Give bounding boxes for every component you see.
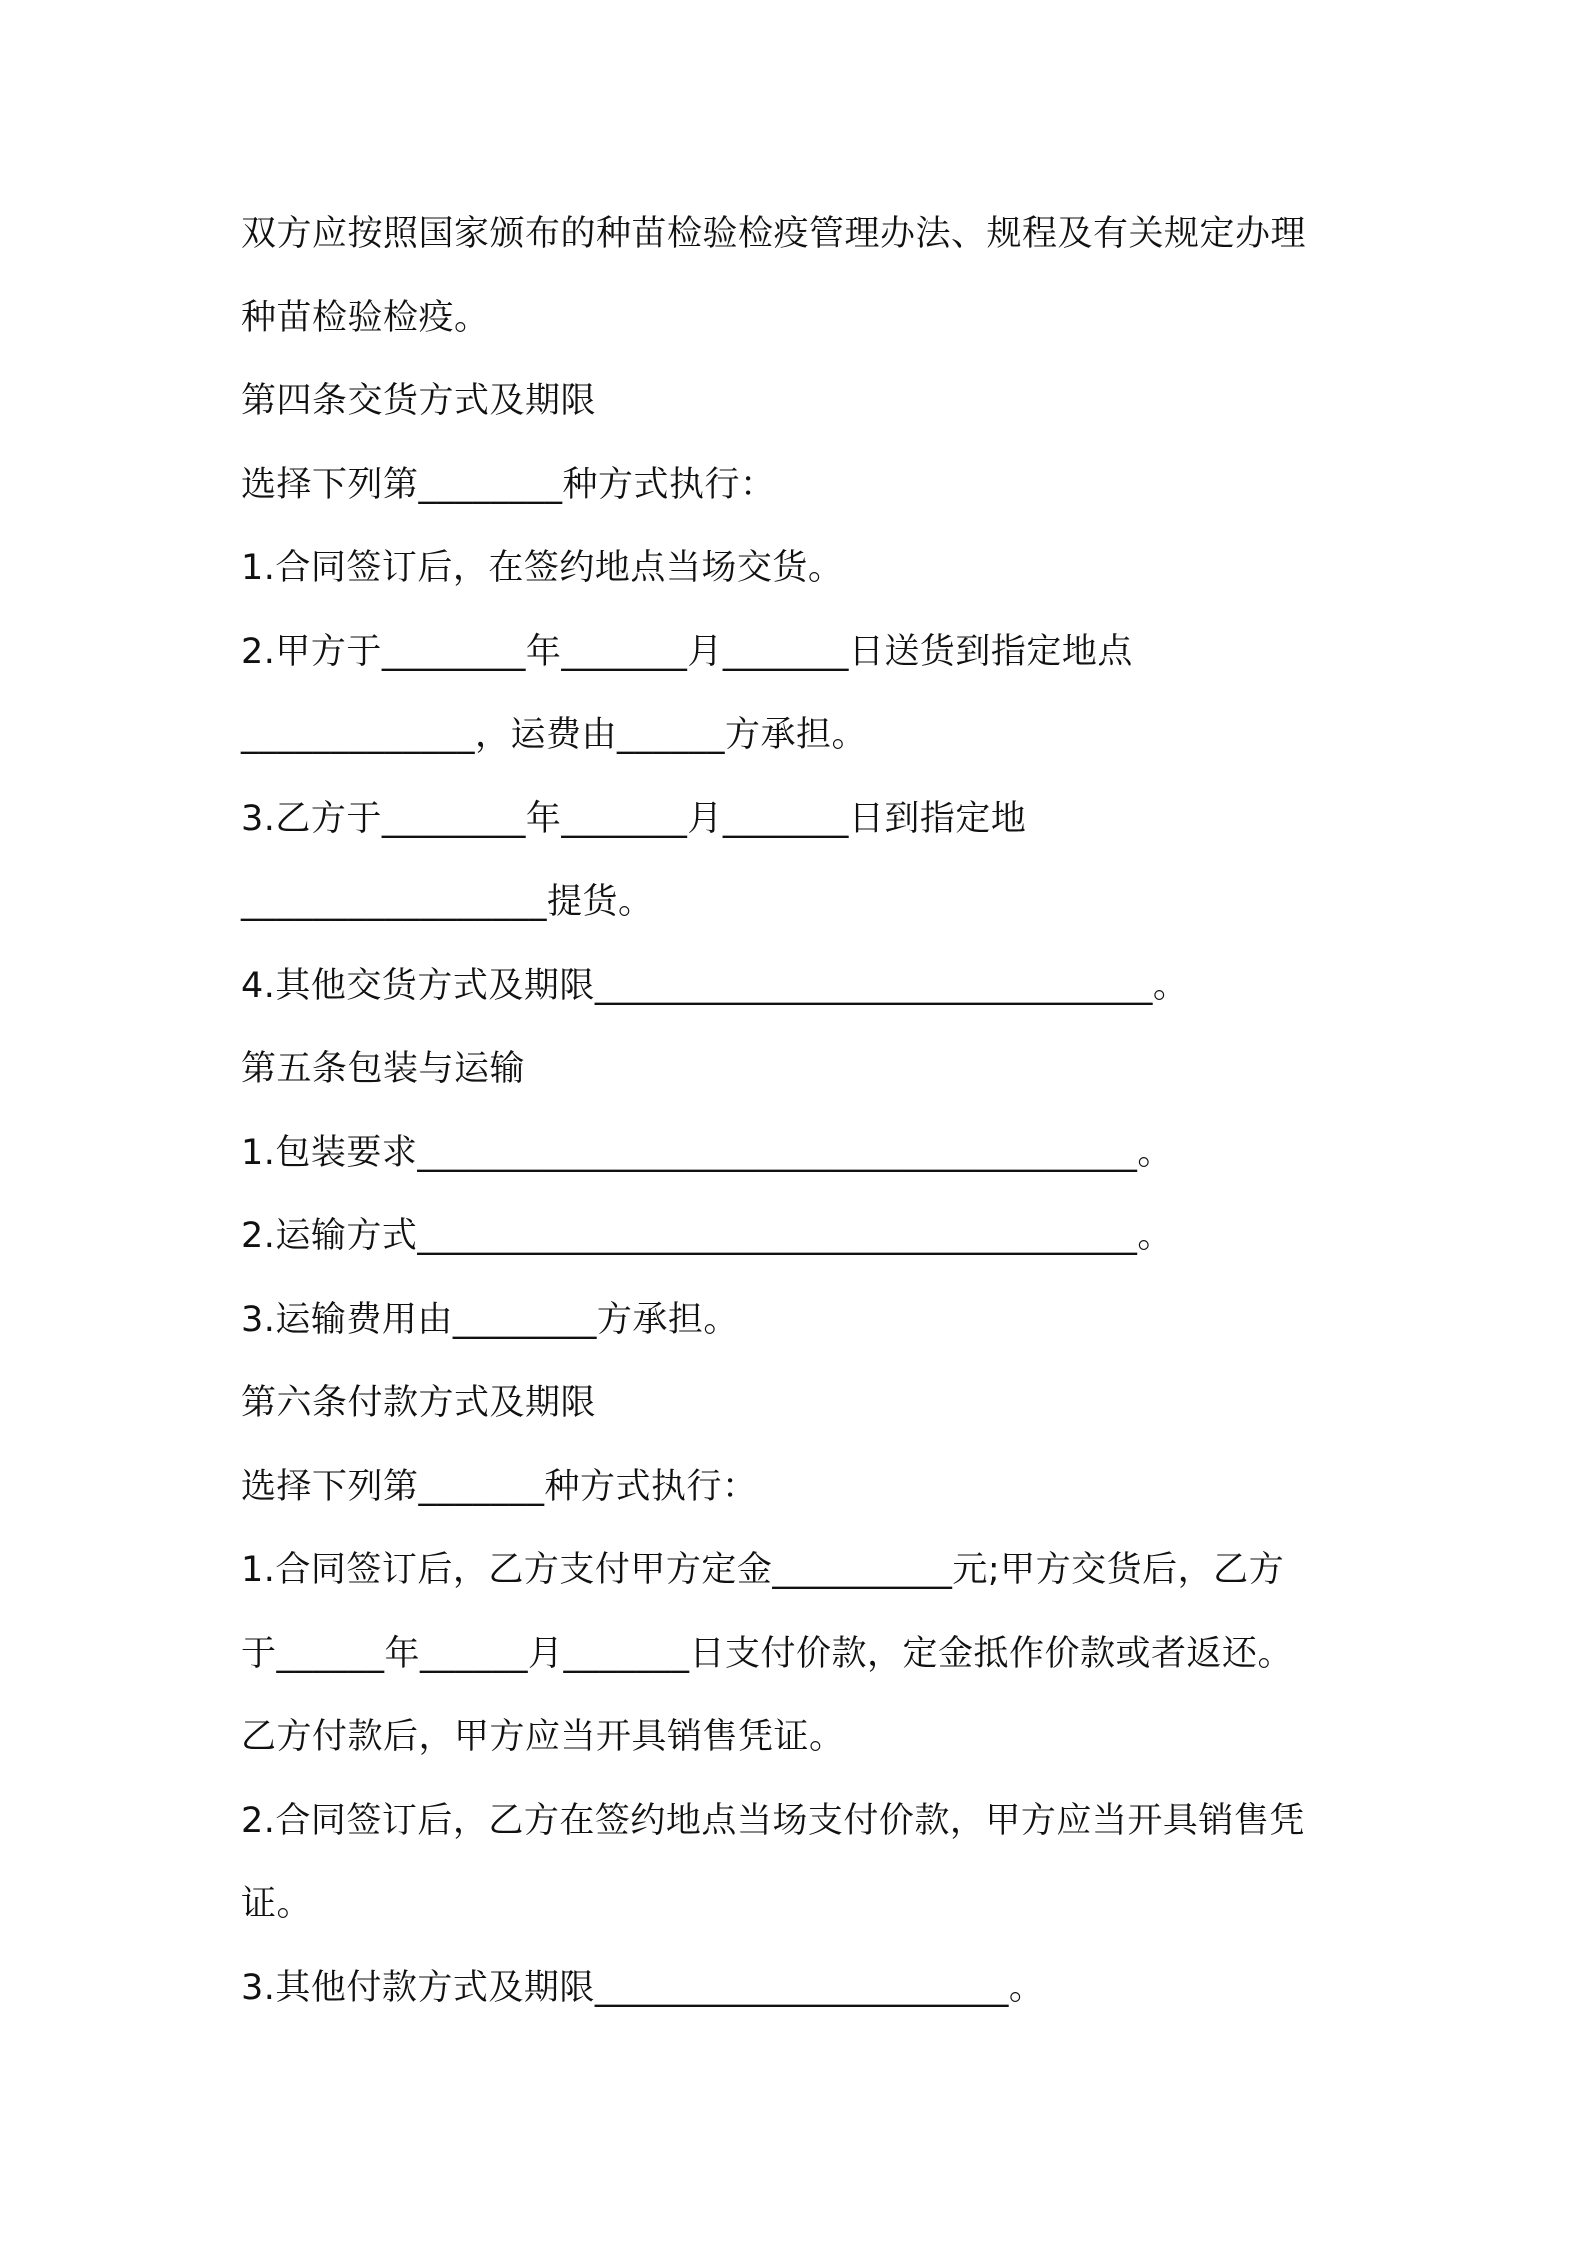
list-item: 3.其他付款方式及期限_______________________。 [241,1967,1045,2008]
list-item: 1.合同签订后，乙方支付甲方定金__________元;甲方交货后，乙方 [241,1550,1285,1590]
paragraph-line: _________________提货。 [241,882,654,922]
paragraph-line: _____________，运费由______方承担。 [241,715,868,755]
list-item: 2.合同签订后，乙方在签约地点当场支付价款，甲方应当开具销售凭 [241,1800,1305,1841]
paragraph-line: 选择下列第________种方式执行： [241,464,776,505]
section-heading-delivery: 第四条交货方式及期限 [241,381,597,421]
list-item: 3.运输费用由________方承担。 [241,1299,739,1340]
list-item: 1.合同签订后，在签约地点当场交货。 [241,548,844,588]
paragraph-line: 乙方付款后，甲方应当开具销售凭证。 [241,1717,845,1757]
paragraph-line: 选择下列第_______种方式执行： [241,1466,758,1507]
list-item: 2.甲方于________年_______月_______日送货到指定地点 [241,631,1133,672]
paragraph-line: 种苗检验检疫。 [241,297,490,338]
paragraph-line: 证。 [241,1884,313,1924]
paragraph-line: 于______年______月_______日支付价款，定金抵作价款或者返还。 [241,1633,1294,1674]
list-item: 4.其他交货方式及期限_______________________________。 [241,965,1189,1006]
list-item: 2.运输方式________________________________________。 [241,1216,1173,1256]
section-heading-payment: 第六条付款方式及期限 [241,1383,597,1423]
list-item: 1.包装要求________________________________________。 [241,1132,1173,1173]
section-heading-packaging: 第五条包装与运输 [241,1049,526,1089]
contract-text-block [241,193,1401,2030]
paragraph-line: 双方应按照国家颁布的种苗检验检疫管理办法、规程及有关规定办理 [241,214,1307,254]
list-item: 3.乙方于________年_______月_______日到指定地 [241,798,1027,839]
